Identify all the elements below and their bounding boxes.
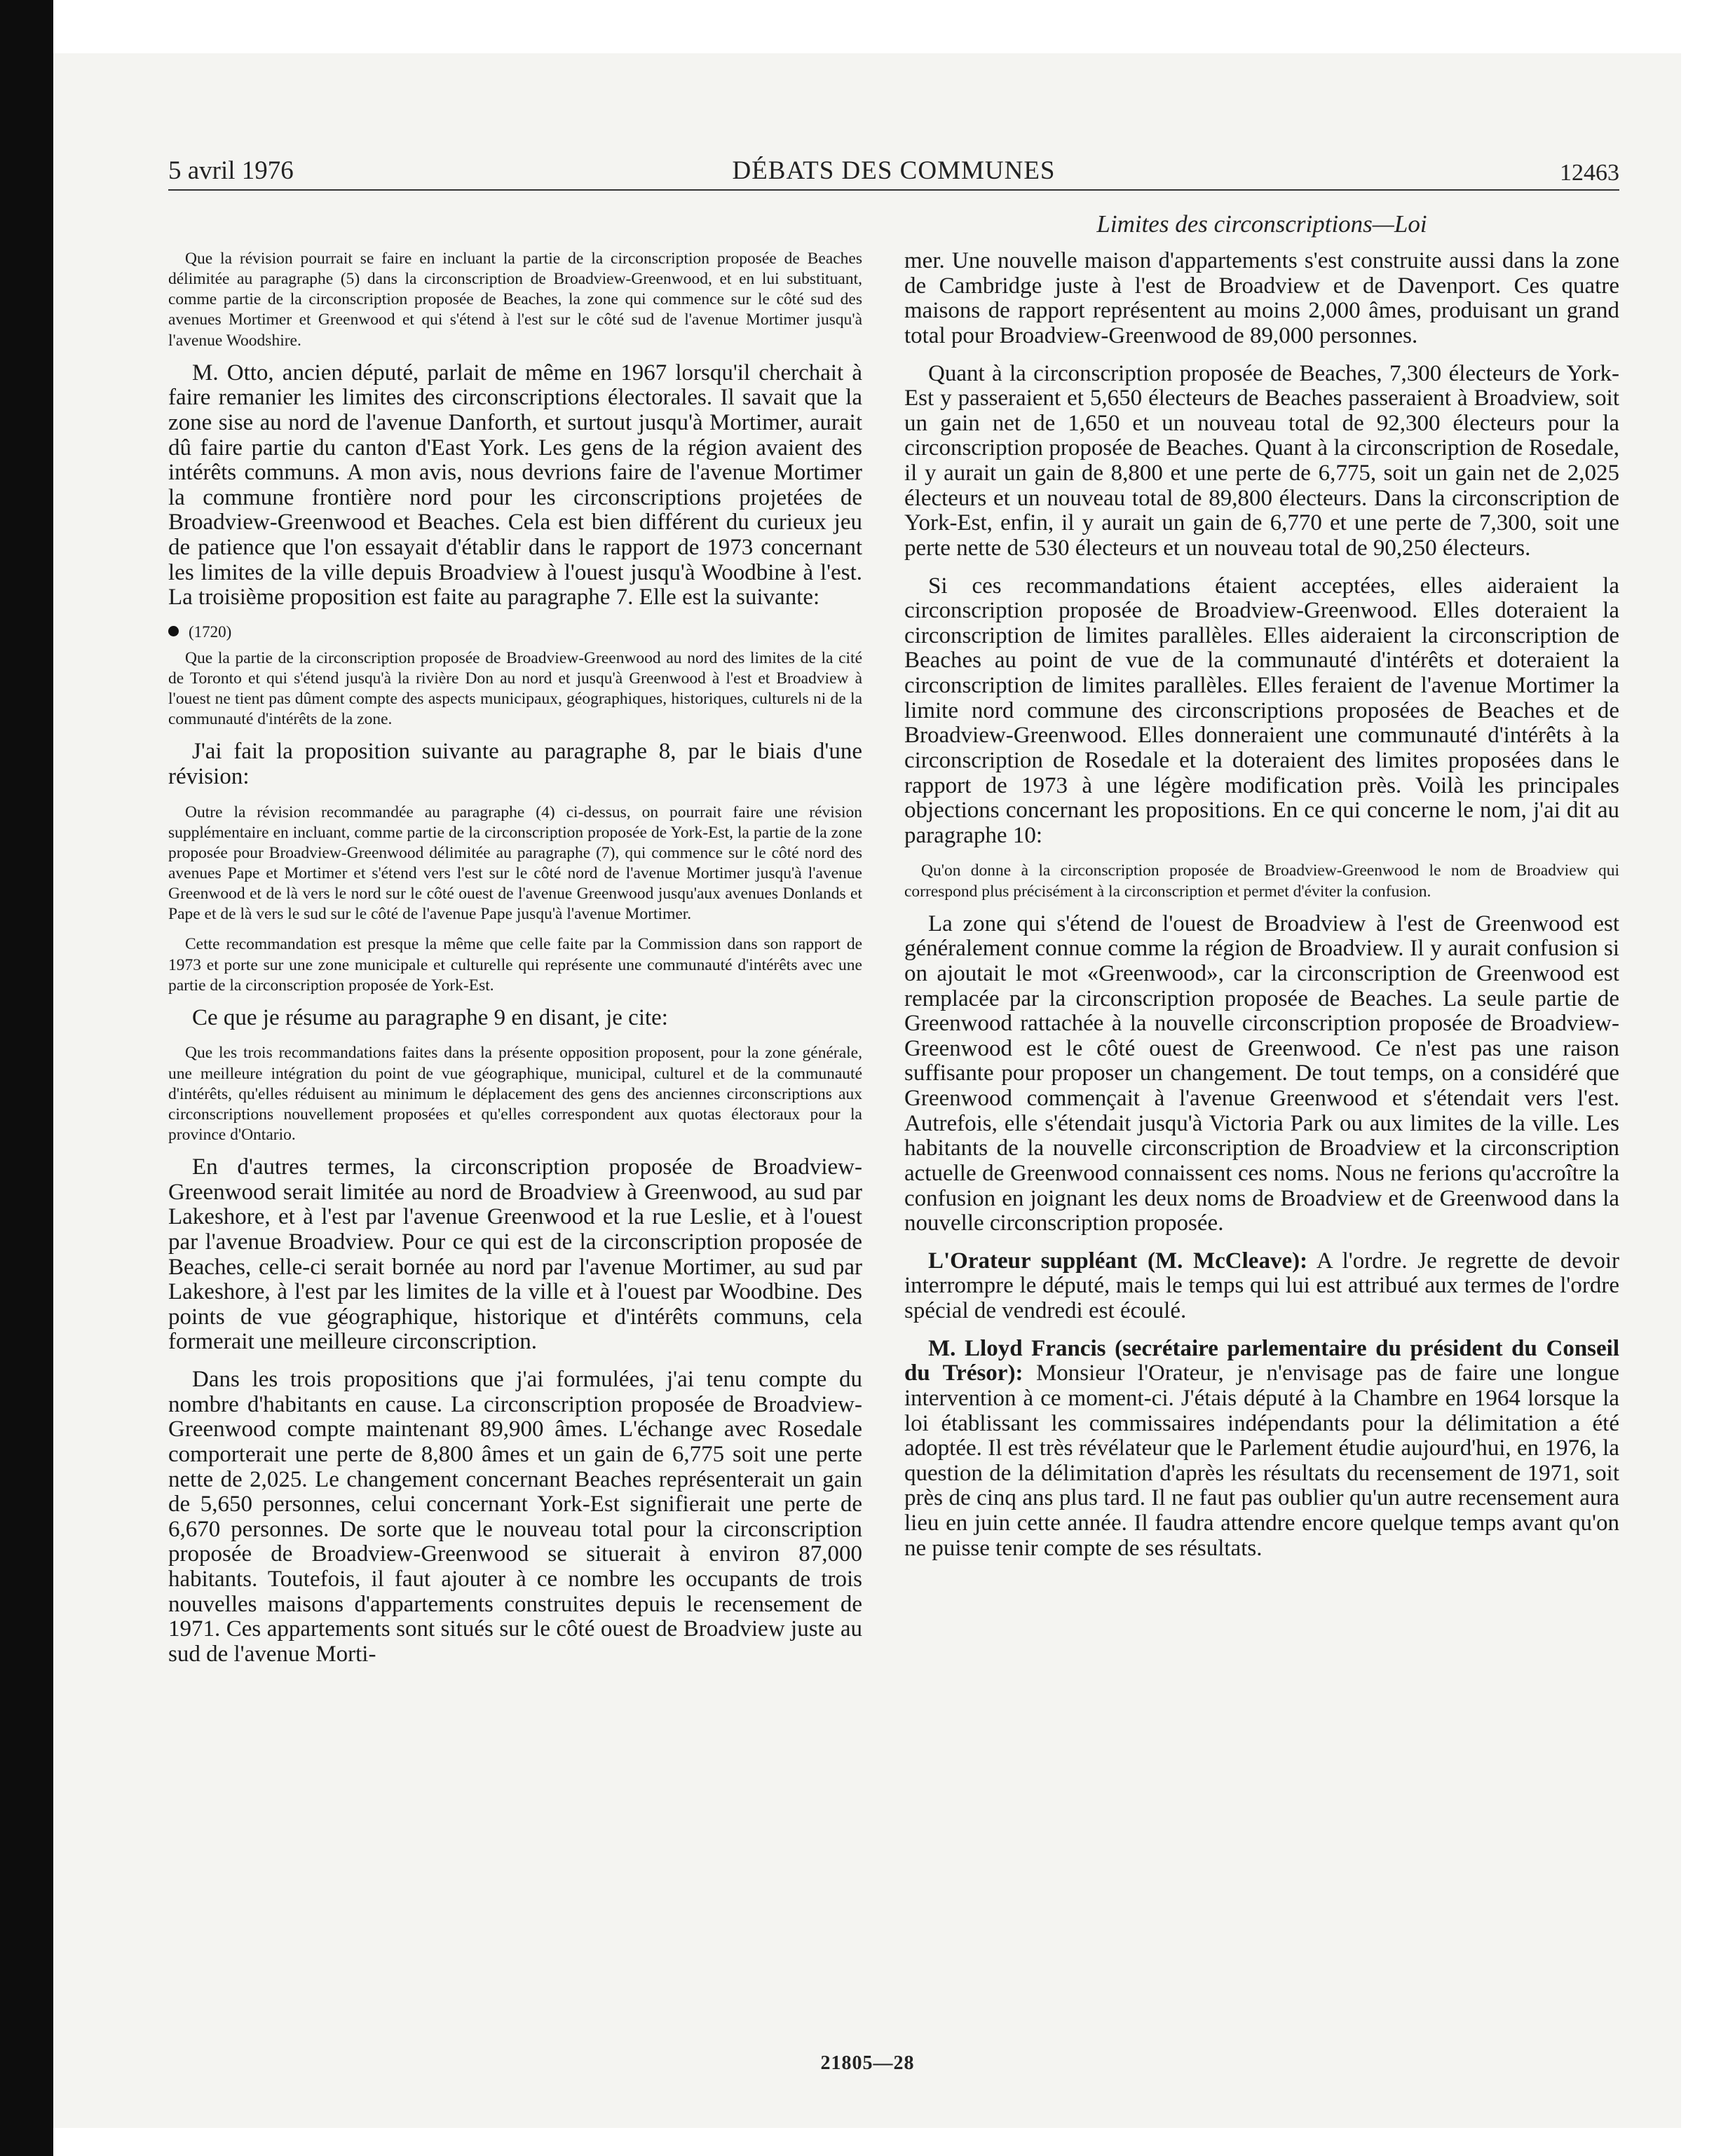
- body-paragraph: La zone qui s'étend de l'ouest de Broadview à l'est de Greenwood est généralement connue comme la région de Broadview. Il y aurait confusion si on ajoutait le mot «Greenwood», car la circonscription de Greenwood est remplacée par la circonscription proposée de Beaches. La seule partie de Greenwood rattachée à la nouvelle circonscription proposée de Broadview-Greenwood est le côté ouest de Greenwood. Ce n'est pas une raison suffisante pour proposer un changement. De tout temps, on a considéré que Greenwood commençait à l'avenue Greenwood et s'étendait vers l'est. Autrefois, elle s'étendait jusqu'à Victoria Park ou aux limites de la ville. Les habitants de la nouvelle circonscription de Broadview et la circonscription actuelle de Greenwood connaissent ces noms. Nous ne ferions qu'accroître la confusion en joignant les deux noms de Broadview et de Greenwood dans la nouvelle circonscription proposée.: [904, 910, 1619, 1236]
- speech-text: A l'ordre. Je regrette de devoir interrompre le député, mais le temps qui lui est attribué aux termes de l'ordre spécial de vendredi est écoulé.: [904, 1248, 1619, 1323]
- speech-paragraph: [904, 1337, 1619, 1562]
- running-title: Limites des circonscriptions—Loi: [1096, 210, 1427, 238]
- speech-text: Monsieur l'Orateur, je n'envisage pas de faire une longue intervention à ce moment-ci. J'étais député à la Chambre en 1964 lorsque la loi établissant les commissaires indépendants pour la délimitation a été adoptée. Il est très révélateur que le Parlement étudie aujourd'hui, en 1976, la question de la délimitation d'après les résultats du recensement de 1971, soit près de cinq ans plus tard. Il ne faut pas oublier qu'un autre recensement aura lieu en juin cette année. Il faudra attendre encore quelque temps avant qu'on ne puisse tenir compte de ses résultats.: [904, 1360, 1619, 1561]
- left-column: [168, 249, 862, 1680]
- header-title: DÉBATS DES COMMUNES: [732, 156, 1056, 185]
- time-marker: [168, 623, 862, 641]
- speaker-name: M. Lloyd Francis (secrétaire parlementaire du président du Conseil du Trésor):: [904, 1335, 1619, 1386]
- header-date: 5 avril 1976: [168, 156, 294, 185]
- speaker-name: L'Orateur suppléant (M. McCleave):: [928, 1248, 1308, 1274]
- quote-paragraph: Qu'on donne à la circonscription proposée de Broadview-Greenwood le nom de Broadview qui correspond plus précisément à la circonscription et permet d'éviter la confusion.: [904, 861, 1619, 901]
- quote-paragraph: Que la révision pourrait se faire en incluant la partie de la circonscription proposée de Beaches délimitée au paragraphe (5) dans la circonscription de Broadview-Greenwood, et en lui substituant, comme partie de la circonscription proposée de Beaches, la zone qui commence sur le côté sud des avenues Mortimer et Greenwood et qui s'étend à l'est sur le côté sud de l'avenue Mortimer jusqu'à l'avenue Woodshire.: [168, 250, 862, 350]
- body-paragraph: En d'autres termes, la circonscription proposée de Broadview-Greenwood serait limitée au nord de Broadview à Greenwood, au sud par Lakeshore, et à l'est par l'avenue Greenwood et la rue Leslie, et à l'ouest par l'avenue Broadview. Pour ce qui est de la circonscription proposée de Beaches, celle-ci serait bornée au nord par l'avenue Mortimer, au sud par Lakeshore, à l'est par les limites de la ville et à l'ouest par Woodbine. Des points de vue géographique, historique et d'intérêts communs, cela formerait une meilleure circonscription.: [168, 1154, 862, 1355]
- page-header: [168, 153, 1619, 191]
- page-footer: 21805—28: [820, 2052, 915, 2074]
- quote-paragraph: Que les trois recommandations faites dans la présente opposition proposent, pour la zone générale, une meilleure intégration du point de vue géographique, municipal, culturel et de la communauté d'intérêts, qu'elles réduisent au minimum le déplacement des gens des anciennes circonscriptions aux circonscriptions nouvellement proposées et qu'elles correspondent aux quotas électoraux pour la province d'Ontario.: [168, 1044, 862, 1144]
- quote-paragraph: Cette recommandation est presque la même que celle faite par la Commission dans son rapport de 1973 et porte sur une zone municipale et culturelle qui représente une communauté d'intérêts avec une partie de la circonscription proposée de York-Est.: [168, 935, 862, 995]
- right-column: [904, 249, 1619, 1574]
- quote-paragraph: Outre la révision recommandée au paragraphe (4) ci-dessus, on pourrait faire une révision supplémentaire en incluant, comme partie de la circonscription proposée de York-Est, la partie de la zone proposée pour Broadview-Greenwood délimitée au paragraphe (7), qui commence sur le côté nord des avenues Pape et Mortimer et s'étend vers l'est sur le côté nord de l'avenue Mortimer jusqu'à l'avenue Greenwood et de là vers le nord sur le côté ouest de l'avenue Greenwood jusqu'aux avenues Donlands et Pape et de là vers le sud sur le côté de l'avenue Pape jusqu'à l'avenue Mortimer.: [168, 803, 862, 924]
- speech-paragraph: [904, 1249, 1619, 1324]
- body-paragraph: J'ai fait la proposition suivante au paragraphe 8, par le biais d'une révision:: [168, 739, 862, 789]
- body-paragraph: M. Otto, ancien député, parlait de même en 1967 lorsqu'il cherchait à faire remanier les limites des circonscriptions électorales. Il savait que la zone sise au nord de l'avenue Danforth, et surtout jusqu'à Mortimer, aurait dû faire partie du canton d'East York. Les gens de la région avaient des intérêts communs. A mon avis, nous devrions faire de l'avenue Mortimer la commune frontière nord pour les circonscriptions projetées de Broadview-Greenwood et Beaches. Cela est bien différent du curieux jeu de patience que l'on essayait d'établir dans le rapport de 1973 concernant les limites de la ville depuis Broadview à l'ouest jusqu'à Woodbine à l'est. La troisième proposition est faite au paragraphe 7. Elle est la suivante:: [168, 360, 862, 610]
- body-paragraph: Dans les trois propositions que j'ai formulées, j'ai tenu compte du nombre d'habitants en cause. La circonscription proposée de Broadview-Greenwood compte maintenant 89,900 âmes. L'échange avec Rosedale comporterait une perte de 8,800 âmes et un gain de 6,775 soit une perte nette de 2,025. Le changement concernant Beaches représenterait un gain de 5,650 personnes, celui concernant York-Est signifierait une perte de 6,670 personnes. De sorte que le nouveau total pour la circonscription proposée de Broadview-Greenwood se situerait à environ 87,000 habitants. Toutefois, il faut ajouter à ce nombre les occupants de trois nouvelles maisons d'appartements construites depuis le recensement de 1971. Ces appartements sont situés sur le côté ouest de Broadview juste au sud de l'avenue Morti-: [168, 1367, 862, 1667]
- body-paragraph: mer. Une nouvelle maison d'appartements s'est construite aussi dans la zone de Cambridge juste à l'est de Broadview et de Davenport. Ces quatre maisons de rapport représentent au moins 2,000 âmes, produisant un grand total pour Broadview-Greenwood de 89,000 personnes.: [904, 248, 1619, 348]
- bullet-icon: [168, 626, 179, 636]
- header-page-number: 12463: [1560, 160, 1619, 186]
- quote-paragraph: Que la partie de la circonscription proposée de Broadview-Greenwood au nord des limites de la cité de Toronto et qui s'étend jusqu'à la rivière Don au nord et jusqu'à Greenwood à l'est et Broadview à l'ouest ne tient pas dûment compte des aspects municipaux, géographiques, historiques, culturels ni de la communauté d'intérêts de la zone.: [168, 648, 862, 729]
- body-paragraph: Ce que je résume au paragraphe 9 en disant, je cite:: [192, 1004, 668, 1030]
- time-marker-text: (1720): [189, 622, 232, 641]
- body-paragraph: Quant à la circonscription proposée de Beaches, 7,300 électeurs de York-Est y passeraient et 5,650 électeurs de Beaches passeraient à Broadview, soit un gain net de 1,650 et un nouveau total de 92,300 électeurs pour la circonscription proposée de Beaches. Quant à la circonscription de Rosedale, il y aurait un gain de 8,800 et une perte de 6,775, soit un gain net de 2,025 électeurs et un nouveau total de 89,800 électeurs. Dans la circonscription de York-Est, enfin, il y aurait un gain de 6,770 et une perte de 7,300, soit une perte nette de 530 électeurs et un nouveau total de 90,250 électeurs.: [904, 360, 1619, 561]
- scan-border: [0, 0, 53, 2156]
- body-paragraph: Si ces recommandations étaient acceptées, elles aideraient la circonscription proposée de Broadview-Greenwood. Elles doteraient la circonscription de limites parallèles. Elles aideraient la circonscription de Beaches au point de vue de la communauté d'intérêts et doteraient la circonscription de limites parallèles. Elles feraient de l'avenue Mortimer la limite nord commune des circonscriptions proposées de Beaches et de Broadview-Greenwood. Elles donneraient une communauté d'intérêts à la circonscription de Rosedale et la doteraient des limites proposées dans le rapport de 1973 à une légère modification près. Voilà les principales objections concernant les propositions. En ce qui concerne le nom, j'ai dit au paragraphe 10:: [904, 573, 1619, 848]
